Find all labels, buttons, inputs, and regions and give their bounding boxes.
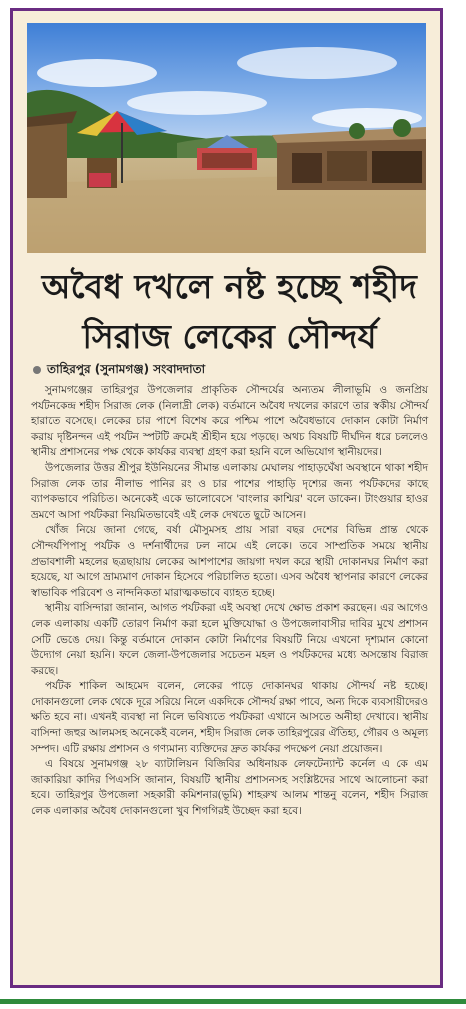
bullet-icon xyxy=(33,366,41,374)
paragraph: খোঁজ নিয়ে জানা গেছে, বর্ষা মৌসুমসহ প্রায় সারা বছর দেশের বিভিন্ন প্রান্ত থেকে সৌন্দর্যপিপাসু পর্যটক ও দর্শনার্থীদের ঢল নামে এই লেকে। তবে সাম্প্রতিক সময়ে স্থানীয় প্রভাবশালী মহলের ছত্রছায়ায় লেকের আশপাশের জায়গা দখল করে স্থায়ী দোকানঘর নির্মাণ করা হয়েছে, যা আগে ভ্রাম্যমাণ দোকান হিসেবে পরিচালিত হতো। এসব অবৈধ স্থাপনার কারণে লেকের স্বাভাবিক পরিবেশ ও নান্দনিকতা মারাত্মকভাবে ব্যাহত হচ্ছে। xyxy=(31,524,428,599)
bottom-bar xyxy=(0,996,466,1009)
byline-text: তাহিরপুর (সুনামগঞ্জ) সংবাদদাতা xyxy=(47,362,206,376)
article-body xyxy=(31,383,428,820)
article-frame xyxy=(10,8,443,988)
paragraph: উপজেলার উত্তর শ্রীপুর ইউনিয়নের সীমান্ত এলাকায় মেঘালয় পাহাড়ঘেঁষা অবস্থানে থাকা শহীদ সিরাজ লেক তার নীলাভ পানির রং ও চার পাশের পাহাড়ি দৃশ্যের জন্য পর্যটকদের কাছে ব্যাপকভাবে পরিচিত। অনেকেই একে ভালোবেসে 'বাংলার কাশ্মির' বলে ডাকেন। টাংগুয়ার হাওর ভ্রমণে আসা পর্যটকরা নিয়মিতভাবেই এই লেক দেখতে ছুটে আসেন। xyxy=(31,461,428,521)
paragraph: এ বিষয়ে সুনামগঞ্জ ২৮ ব্যাটালিয়ন বিজিবির অধিনায়ক লেফটেন্যান্ট কর্নেল এ কে এম জাকারিয়া কাদির পিএসসি জানান, বিষয়টি স্থানীয় প্রশাসনসহ সংশ্লিষ্টদের সাথে আলোচনা করা হবে। তাহিরপুর উপজেলা সহকারী কমিশনার(ভূমি) শাহরুখ আলম শান্তনু বলেন, শহীদ সিরাজ লেক এলাকার অবৈধ দোকানগুলো খুব শিগগিরই উচ্ছেদ করা হবে। xyxy=(31,758,428,818)
byline xyxy=(33,361,205,381)
paragraph: সুনামগঞ্জের তাহিরপুর উপজেলার প্রাকৃতিক সৌন্দর্যের অন্যতম লীলাভূমি ও জনপ্রিয় পর্যটনকেন্দ্র শহীদ সিরাজ লেক (নিলাদ্রী লেক) বর্তমানে অবৈধ দখলের কারণে তার স্বকীয় সৌন্দর্য হারাতে বসেছে। লেকের চার পাশে বিশেষ করে পশ্চিম পাশে অবৈধভাবে দোকান কোটা নির্মাণ করায় দৃষ্টিনন্দন এই পর্যটন স্পটটি ক্রমেই শ্রীহীন হয়ে পড়ছে। অথচ বিষয়টি দীর্ঘদিন ধরে চললেও স্থানীয় প্রশাসনের পক্ষ থেকে কার্যকর ব্যবস্থা গ্রহণ করা হয়নি বলে অভিযোগ স্থানীয়দের। xyxy=(31,384,428,459)
headline-line-1: অবৈধ দখলে নষ্ট হচ্ছে শহীদ xyxy=(41,267,418,306)
paragraph: পর্যটক শাকিল আহমেদ বলেন, লেকের পাড়ে দোকানঘর থাকায় সৌন্দর্য নষ্ট হচ্ছে। দোকানগুলো লেক থেকে দূরে সরিয়ে নিলে একদিকে সৌন্দর্য রক্ষা পাবে, অন্য দিকে ব্যবসায়ীদেরও ক্ষতি হবে না। এখনই ব্যবস্থা না নিলে ভবিষ্যতে পর্যটকরা এখানে আসতে অনীহা দেখাবে। স্থানীয় বাসিন্দা জহুর আলমসহ অনেকেই বলেন, শহীদ সিরাজ লেক তাহিরপুরের ঐতিহ্য, গৌরব ও অমূল্য সম্পদ। এটি রক্ষায় প্রশাসন ও গণ্যমান্য ব্যক্তিদের দ্রুত কার্যকর পদক্ষেপ নেয়া প্রয়োজন। xyxy=(31,680,428,755)
headline-line-2: সিরাজ লেকের সৌন্দর্য xyxy=(82,317,377,356)
paragraph: স্থানীয় বাসিন্দারা জানান, আগত পর্যটকরা এই অবস্থা দেখে ক্ষোভ প্রকাশ করছেন। এর আগেও লেক এলাকায় একটি তোরণ নির্মাণ করা হলে মুক্তিযোদ্ধা ও উপজেলাবাসীর দাবির মুখে প্রশাসন সেটি ভেঙে দেয়। কিন্তু বর্তমানে দোকান কোটা নির্মাণের বিষয়টি নিয়ে এখনো দৃশ্যমান কোনো উদ্যোগ নেয়া হয়নি। ফলে জেলা-উপজেলার সচেতন মহল ও পর্যটকদের মধ্যে অসন্তোষ বিরাজ করছে। xyxy=(31,602,428,677)
article-photo xyxy=(27,23,426,253)
